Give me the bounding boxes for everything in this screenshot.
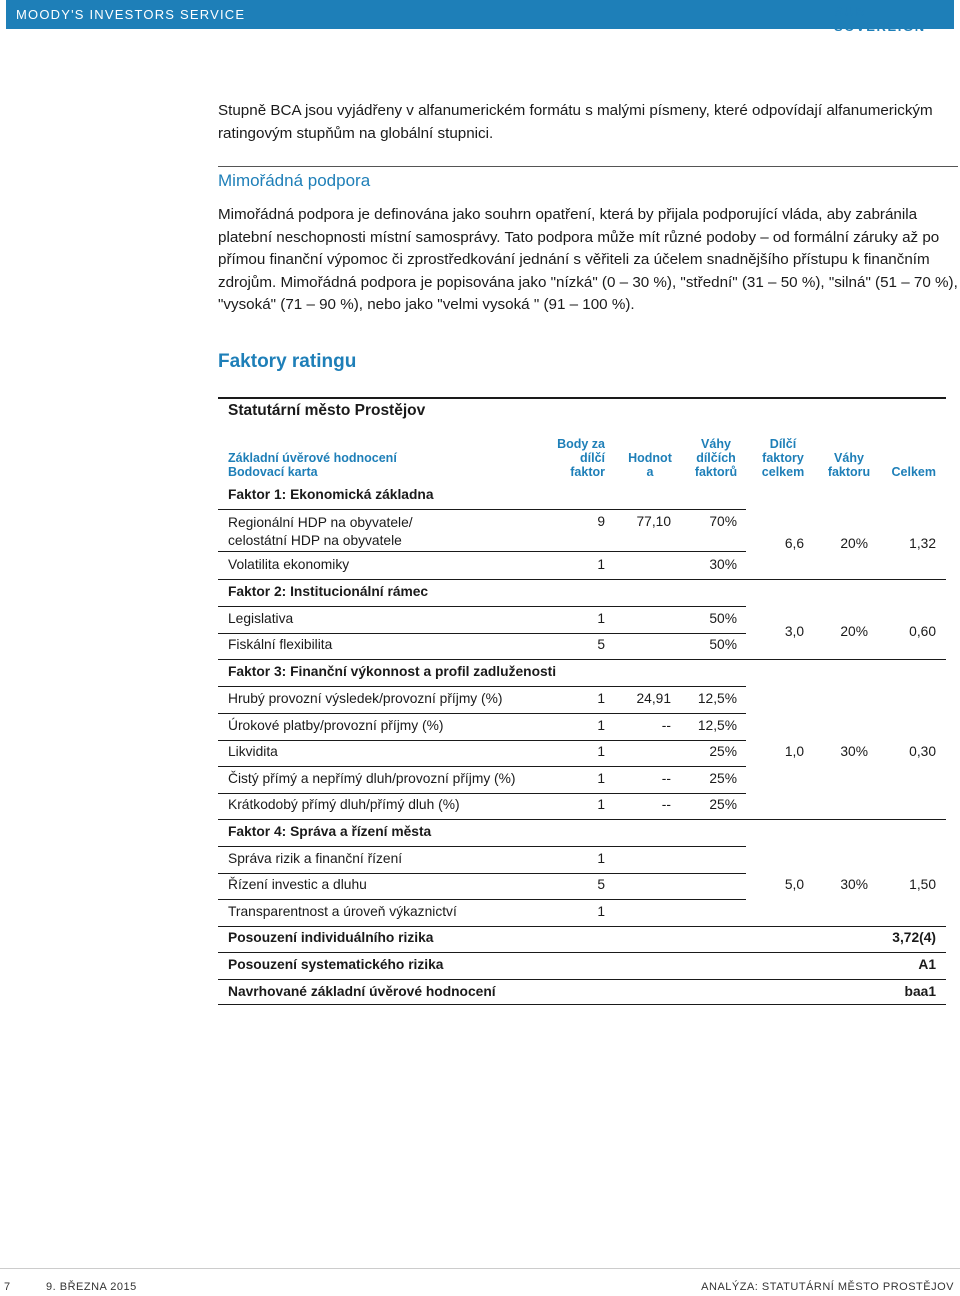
row-label: Likvidita [228,744,278,759]
factor2-weight: 20% [840,624,868,639]
table-row [218,557,746,580]
row-points: 1 [597,611,605,626]
factor4-weight: 30% [840,877,868,892]
footer-title: ANALÝZA: STATUTÁRNÍ MĚSTO PROSTĚJOV [701,1281,954,1293]
factor3-title: Faktor 3: Finanční výkonnost a profil zadluženosti [228,664,557,679]
factor3-divider [218,819,946,820]
factor4-total: 1,50 [909,877,936,892]
row-points: 1 [597,744,605,759]
row-weight: 12,5% [697,691,737,706]
row-weight: 25% [709,771,737,786]
extraordinary-support-paragraph: Mimořádná podpora je definována jako souhrn opatření, která by přijala podporující vláda, aby zabránila platební neschopnosti místní samosprávy. Tato podpora může mít různé podoby – od formální záruky až po přímou finanční výpomoc či zprostředkování jednání s věřiteli za účelem snadnějšího přístupu k finančním zdrojům. Mimořádná podpora je popisována jako "nízká" (0 – 30 %), "střední" (31 – 50 %), "silná" (51 – 70 %), "vysoká" (71 – 90 %), nebo jako "velmi vysoká " (91 – 100 %). [218,206,958,314]
table-row [218,611,746,634]
factor1-title-row [218,487,746,510]
section-divider [218,166,958,167]
row-weight: 70% [709,514,737,529]
header-factor-weight-line2: faktoru [827,465,871,479]
header-scorecard-line2: Bodovací karta [228,465,318,479]
row-label: Volatilita ekonomiky [228,557,350,572]
factor1-weight: 20% [840,536,868,551]
header-total [886,465,936,479]
extraordinary-support-heading: Mimořádná podpora [218,171,371,190]
row-weight: 50% [709,611,737,626]
table-row [218,877,746,900]
row-value: -- [661,718,671,733]
systemic-risk-label: Posouzení systematického rizika [228,957,444,972]
header-value-line2: a [646,465,654,479]
row-weight: 30% [709,557,737,572]
header-subweight-line2: dílčích [696,451,736,465]
brand-name: MOODY'S INVESTORS SERVICE [16,7,246,22]
rating-factors-heading: Faktory ratingu [218,351,357,372]
row-label: Řízení investic a dluhu [228,877,367,892]
row-label: Legislativa [228,611,294,626]
header-bar [6,0,954,29]
factor2-divider [218,659,946,660]
row-weight: 12,5% [697,718,737,733]
header-factor-score-line3: celkem [761,465,805,479]
table-row [218,744,746,767]
factor4-title: Faktor 4: Správa a řízení města [228,824,432,839]
header-points-line1: Body za [557,437,605,451]
row-label: Správa rizik a finanční řízení [228,851,403,866]
table-row [218,904,746,927]
factor1-title: Faktor 1: Ekonomická základna [228,487,434,502]
row-label: Hrubý provozní výsledek/provozní příjmy (%) [228,691,503,706]
row-weight: 25% [709,744,737,759]
factor2-title: Faktor 2: Institucionální rámec [228,584,429,599]
systemic-risk-row [218,957,946,980]
factor3-weight: 30% [840,744,868,759]
row-label: Fiskální flexibilita [228,637,333,652]
systemic-risk-result: A1 [918,957,936,972]
factor4-divider [218,926,946,927]
factor1-score: 6,6 [784,536,804,551]
row-points: 1 [597,718,605,733]
header-points [548,437,605,479]
table-row [218,851,746,874]
header-factor-weight [824,451,874,479]
factor2-score: 3,0 [784,624,804,639]
page-number: 7 [4,1281,11,1293]
row-points: 5 [597,637,605,652]
header-factor-score-line1: Dílčí [769,437,797,451]
row-label: Úrokové platby/provozní příjmy (%) [228,718,444,733]
row-value: 24,91 [636,691,671,706]
row-points: 1 [597,691,605,706]
header-value [624,451,676,479]
table-top-rule [218,397,946,399]
factor4-title-row [218,824,746,847]
factor3-total: 0,30 [909,744,936,759]
row-weight: 50% [709,637,737,652]
suggested-bca-row [218,984,946,1005]
row-value: 77,10 [636,514,671,529]
row-value: -- [661,797,671,812]
row-points: 9 [597,514,605,529]
factor3-title-row [218,664,746,687]
footer-divider [0,1268,960,1269]
factor1-total: 1,32 [909,536,936,551]
table-row [218,797,746,820]
row-label-line1: Regionální HDP na obyvatele/ [228,515,413,530]
suggested-bca-label: Navrhované základní úvěrové hodnocení [228,984,496,999]
header-subweight-line3: faktorů [694,465,738,479]
header-subweight-line1: Váhy [701,437,731,451]
row-points: 1 [597,557,605,572]
row-points: 5 [597,877,605,892]
intro-paragraph: Stupně BCA jsou vyjádřeny v alfanumerickém formátu s malými písmeny, které odpovídají alfanumerickým ratingovým stupňům na globální stupnici. [218,102,933,142]
header-subweight [688,437,744,479]
row-value: -- [661,771,671,786]
row-label: Krátkodobý přímý dluh/přímý dluh (%) [228,797,460,812]
header-total-text: Celkem [891,465,936,479]
table-row [218,718,746,741]
header-points-line2: dílčí [579,451,605,465]
idiosyncratic-risk-result: 3,72(4) [892,930,936,945]
section-label: SUB-SOVEREIGN [834,4,926,34]
row-label: Čistý přímý a nepřímý dluh/provozní příjmy (%) [228,771,516,786]
table-title: Statutární město Prostějov [228,402,426,419]
idiosyncratic-risk-row [218,930,946,953]
row-points: 1 [597,851,605,866]
suggested-bca-result: baa1 [904,984,936,999]
factor1-divider [218,579,946,580]
row-label-line2: celostátní HDP na obyvatele [228,533,402,548]
header-factor-score [756,437,810,479]
table-row [218,513,746,552]
row-label: Transparentnost a úroveň výkaznictví [228,904,457,919]
table-row [218,637,746,660]
table-row [218,691,746,714]
idiosyncratic-risk-label: Posouzení individuálního rizika [228,930,434,945]
row-points: 1 [597,904,605,919]
factor2-title-row [218,584,746,607]
header-factor-score-line2: faktory [762,451,804,465]
header-value-line1: Hodnot [628,451,672,465]
factor4-score: 5,0 [784,877,804,892]
row-label [228,514,413,550]
header-points-line3: faktor [570,465,605,479]
factor2-total: 0,60 [909,624,936,639]
header-scorecard [228,451,397,479]
row-points: 1 [597,771,605,786]
row-weight: 25% [709,797,737,812]
header-scorecard-line1: Základní úvěrové hodnocení [228,451,397,465]
footer-date: 9. BŘEZNA 2015 [46,1281,137,1293]
row-points: 1 [597,797,605,812]
table-row [218,771,746,794]
factor3-score: 1,0 [784,744,804,759]
header-factor-weight-line1: Váhy [834,451,864,465]
